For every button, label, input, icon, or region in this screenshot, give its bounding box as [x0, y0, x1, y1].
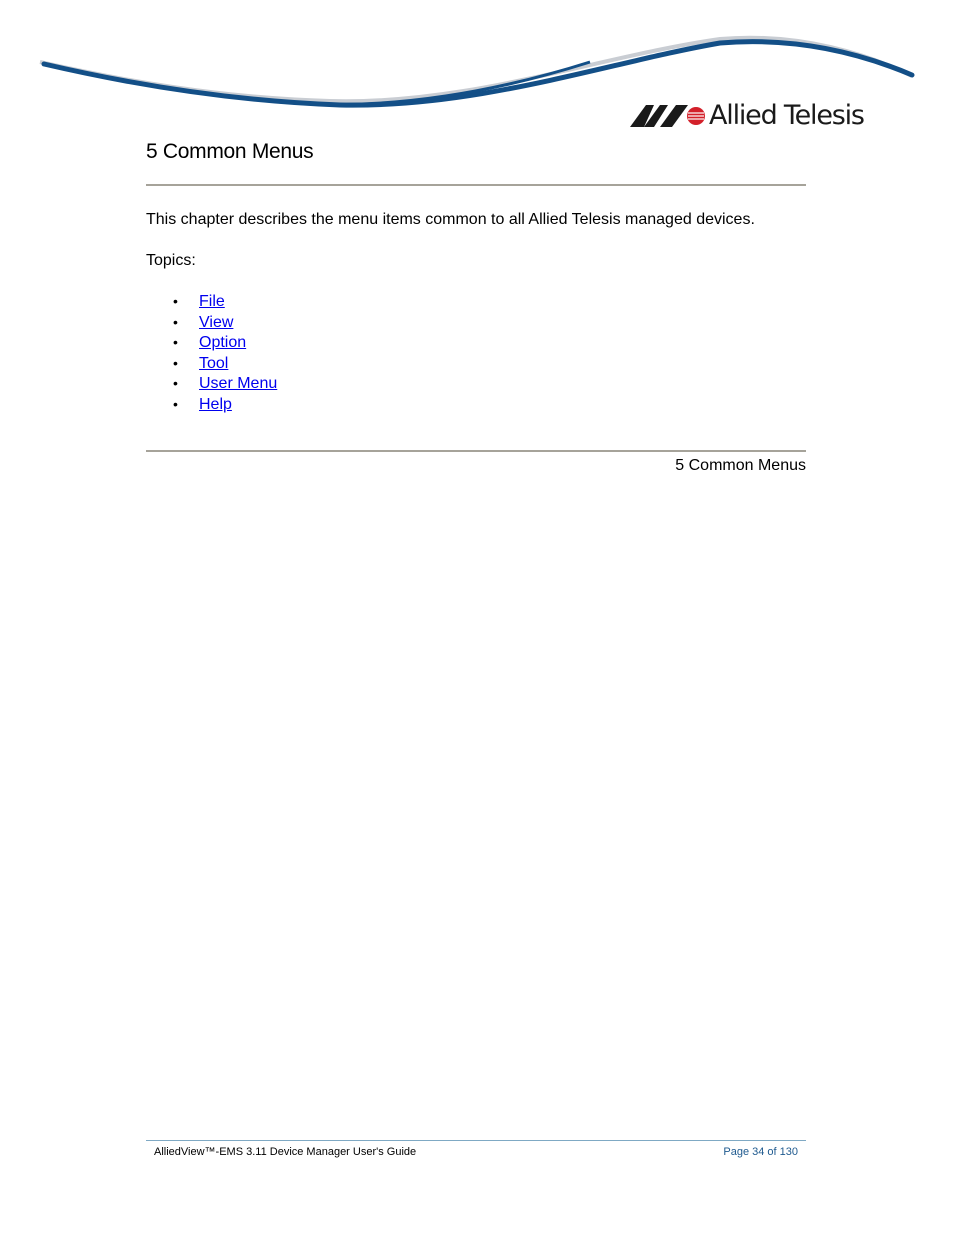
- allied-telesis-mark-icon: [630, 101, 706, 131]
- bullet-icon: •: [173, 375, 178, 392]
- logo-wordmark: Allied Telesis: [709, 100, 864, 131]
- chapter-title: 5 Common Menus: [146, 140, 314, 163]
- topic-link-help[interactable]: Help: [199, 395, 232, 413]
- allied-telesis-logo: [630, 100, 864, 132]
- section-footer-label: 5 Common Menus: [675, 457, 806, 474]
- topic-item-help: [146, 394, 277, 415]
- topics-label: Topics:: [146, 252, 196, 269]
- topic-item-view: [146, 312, 277, 333]
- bullet-icon: •: [173, 293, 178, 309]
- topic-item-option: [146, 332, 277, 353]
- topic-link-file[interactable]: File: [199, 293, 225, 310]
- bullet-icon: •: [173, 395, 178, 412]
- topic-link-option[interactable]: Option: [199, 334, 247, 352]
- chapter-intro: This chapter describes the menu items common to all Allied Telesis managed devices.: [146, 211, 755, 228]
- bullet-icon: •: [173, 354, 178, 371]
- topic-item-user-menu: [146, 373, 277, 394]
- topic-link-user-menu[interactable]: User Menu: [199, 375, 278, 393]
- topic-link-tool[interactable]: Tool: [199, 354, 229, 372]
- topic-link-view[interactable]: View: [199, 313, 234, 331]
- page-footer-divider: [146, 1140, 806, 1141]
- footer-document-title: AlliedView™-EMS 3.11 Device Manager User's Guide: [154, 1146, 417, 1158]
- topic-item-tool: [146, 353, 277, 374]
- topic-item-file: [146, 291, 277, 312]
- topic-list: [146, 291, 277, 415]
- bullet-icon: •: [173, 334, 178, 351]
- footer-page-number: Page 34 of 130: [723, 1146, 798, 1158]
- bullet-icon: •: [173, 313, 178, 330]
- top-divider: [146, 184, 806, 186]
- bottom-divider: [146, 450, 806, 452]
